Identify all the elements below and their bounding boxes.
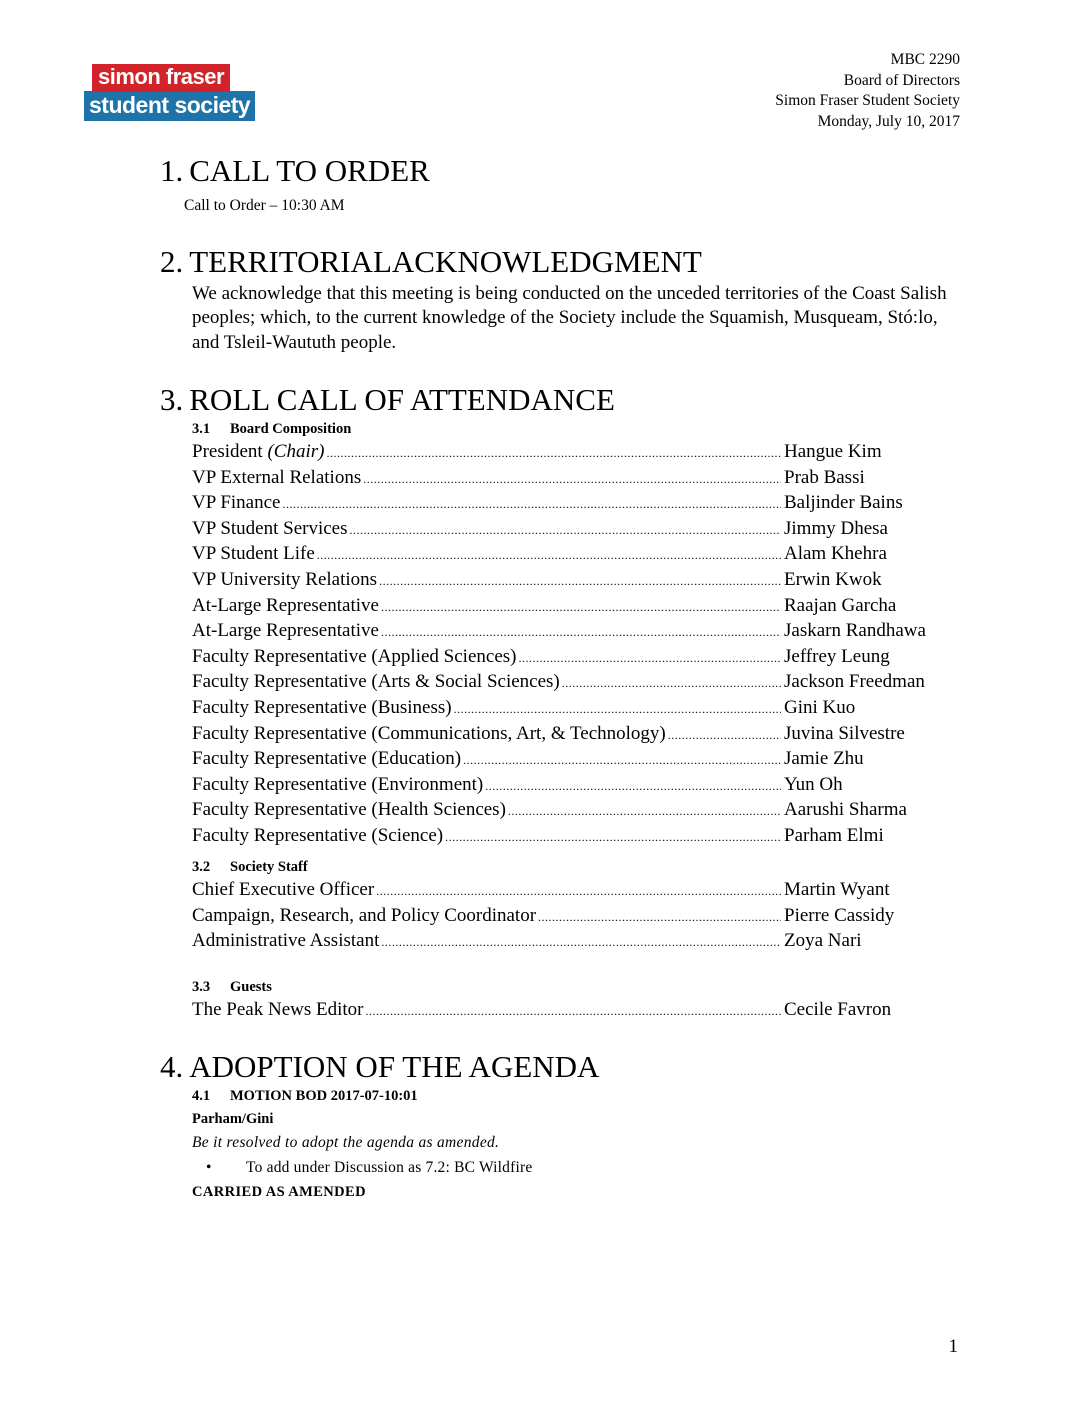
dot-leader <box>508 799 781 824</box>
dot-leader <box>365 999 781 1024</box>
dot-leader <box>381 930 781 955</box>
attendance-row <box>192 619 962 645</box>
header-date: Monday, July 10, 2017 <box>817 112 960 130</box>
attendance-role: Administrative Assistant <box>192 930 380 952</box>
agenda-motion <box>192 1088 952 1201</box>
attendance-row <box>192 929 962 955</box>
attendance-name: Jeffrey Leung <box>784 645 890 667</box>
header-board: Board of Directors <box>843 71 960 89</box>
attendance-row <box>192 998 962 1024</box>
page-number: 1 <box>948 1336 958 1357</box>
attendance-role: VP External Relations <box>192 466 362 488</box>
attendance-role: Faculty Representative (Science) <box>192 824 444 846</box>
dot-leader <box>562 671 781 696</box>
header-meeting-code: MBC 2290 <box>890 51 960 68</box>
attendance-role: Faculty Representative (Arts & Social Sciences) <box>192 671 560 693</box>
attendance-row <box>192 645 962 671</box>
attendance-name: Prab Bassi <box>784 466 865 488</box>
attendance-row <box>192 878 962 904</box>
dot-leader <box>463 748 781 773</box>
attendance-name: Zoya Nari <box>784 930 862 952</box>
section-4-number: 4. <box>160 1049 184 1084</box>
dot-leader <box>538 905 781 930</box>
attendance-role: Chief Executive Officer <box>192 879 375 900</box>
attendance-role: VP Student Life <box>192 543 315 565</box>
subsection-3-3-number: 3.3 <box>192 979 211 995</box>
section-3-title: ROLL CALL OF ATTENDANCE <box>189 382 615 417</box>
section-3-number: 3. <box>160 382 184 417</box>
section-1-heading <box>160 154 430 188</box>
attendance-name: Hangue Kim <box>784 441 882 462</box>
section-1-title: CALL TO ORDER <box>189 153 430 188</box>
attendance-role: Faculty Representative (Education) <box>192 748 462 770</box>
motion-id: MOTION BOD 2017-07-10:01 <box>230 1088 418 1104</box>
attendance-role: VP University Relations <box>192 568 378 590</box>
attendance-row <box>192 747 962 773</box>
subsection-3-1-title: Board Composition <box>230 421 352 437</box>
attendance-name: Martin Wyant <box>784 879 890 900</box>
dot-leader <box>317 543 781 568</box>
attendance-name: Gini Kuo <box>784 696 856 718</box>
dot-leader <box>668 723 781 748</box>
subsection-3-1-heading <box>192 421 351 438</box>
subsection-3-3-title: Guests <box>230 979 272 995</box>
logo-line-1: simon fraser <box>92 64 230 92</box>
section-2-number: 2. <box>160 244 184 279</box>
guests-list <box>192 998 962 1024</box>
attendance-name: Jimmy Dhesa <box>784 517 888 539</box>
header-organization: Simon Fraser Student Society <box>775 92 960 109</box>
attendance-row <box>192 722 962 748</box>
dot-leader <box>350 518 781 543</box>
dot-leader <box>376 879 781 904</box>
motion-number: 4.1 <box>192 1088 211 1104</box>
attendance-name: Alam Khehra <box>784 543 887 565</box>
section-1-number: 1. <box>160 153 184 188</box>
sfss-logo <box>84 64 264 121</box>
attendance-name: Jackson Freedman <box>784 671 925 693</box>
attendance-row <box>192 466 962 492</box>
attendance-role: At-Large Representative <box>192 620 379 642</box>
motion-result: CARRIED AS AMENDED <box>192 1184 366 1200</box>
board-composition-list <box>192 440 962 850</box>
attendance-role: Faculty Representative (Applied Sciences) <box>192 645 517 667</box>
section-2-heading <box>160 245 702 279</box>
attendance-row <box>192 440 962 466</box>
attendance-row <box>192 491 962 517</box>
amendment-text: To add under Discussion as 7.2: BC Wildfire <box>246 1159 533 1176</box>
attendance-role: VP Finance <box>192 492 281 514</box>
attendance-role: The Peak News Editor <box>192 999 364 1020</box>
attendance-role: Faculty Representative (Environment) <box>192 773 484 795</box>
attendance-row <box>192 696 962 722</box>
dot-leader <box>381 595 781 620</box>
dot-leader <box>282 492 781 517</box>
attendance-name: Cecile Favron <box>784 999 892 1020</box>
logo-line-2: student society <box>84 91 255 121</box>
attendance-role: VP Student Services <box>192 517 348 539</box>
section-3-heading <box>160 383 615 417</box>
attendance-row <box>192 773 962 799</box>
attendance-role: Faculty Representative (Communications, Art, & Technology) <box>192 722 666 744</box>
attendance-row <box>192 517 962 543</box>
motion-heading <box>192 1088 952 1105</box>
dot-leader <box>379 569 781 594</box>
society-staff-list <box>192 878 962 955</box>
attendance-name: Erwin Kwok <box>784 568 882 590</box>
attendance-name: Aarushi Sharma <box>784 799 907 821</box>
subsection-3-1-number: 3.1 <box>192 421 211 437</box>
dot-leader <box>518 646 781 671</box>
attendance-name: Pierre Cassidy <box>784 904 895 926</box>
subsection-3-2-heading <box>192 859 308 876</box>
dot-leader <box>485 774 781 799</box>
dot-leader <box>326 441 781 466</box>
subsection-3-2-number: 3.2 <box>192 859 211 875</box>
attendance-name: Baljinder Bains <box>784 492 903 514</box>
attendance-name: Parham Elmi <box>784 824 884 846</box>
attendance-name: Jamie Zhu <box>784 748 864 770</box>
section-4-title: ADOPTION OF THE AGENDA <box>189 1049 600 1084</box>
dot-leader <box>454 697 781 722</box>
dot-leader <box>363 467 781 492</box>
attendance-role: Campaign, Research, and Policy Coordinator <box>192 904 537 926</box>
attendance-row <box>192 568 962 594</box>
call-to-order-text: Call to Order – 10:30 AM <box>184 197 345 214</box>
attendance-row <box>192 904 962 930</box>
attendance-role: Faculty Representative (Health Sciences) <box>192 799 506 821</box>
attendance-row <box>192 798 962 824</box>
subsection-3-2-title: Society Staff <box>230 859 308 875</box>
subsection-3-3-heading <box>192 979 272 996</box>
attendance-role: Faculty Representative (Business) <box>192 696 452 718</box>
territorial-acknowledgment-text: We acknowledge that this meeting is being conducted on the unceded territories of the Coast Salish peoples; which, to the current knowledge of the Society include the Squamish, Musqueam, Stó:lo, and Tsleil-Waututh people. <box>192 283 947 353</box>
attendance-name: Raajan Garcha <box>784 594 897 616</box>
motion-movers: Parham/Gini <box>192 1111 274 1127</box>
section-4-heading <box>160 1050 599 1084</box>
bullet-icon: • <box>206 1159 212 1176</box>
document-header <box>775 50 960 132</box>
dot-leader <box>445 825 781 850</box>
attendance-role: At-Large Representative <box>192 594 379 616</box>
attendance-name: Juvina Silvestre <box>784 722 905 744</box>
attendance-row <box>192 542 962 568</box>
attendance-row <box>192 824 962 850</box>
amendment-bullet <box>206 1159 952 1177</box>
dot-leader <box>381 620 781 645</box>
attendance-name: Jaskarn Randhawa <box>784 620 926 642</box>
motion-resolution: Be it resolved to adopt the agenda as amended. <box>192 1134 500 1151</box>
attendance-name: Yun Oh <box>784 773 843 795</box>
attendance-row <box>192 670 962 696</box>
attendance-role: President (Chair) <box>192 441 325 462</box>
attendance-row <box>192 594 962 620</box>
section-2-title: TERRITORIALACKNOWLEDGMENT <box>189 244 702 279</box>
